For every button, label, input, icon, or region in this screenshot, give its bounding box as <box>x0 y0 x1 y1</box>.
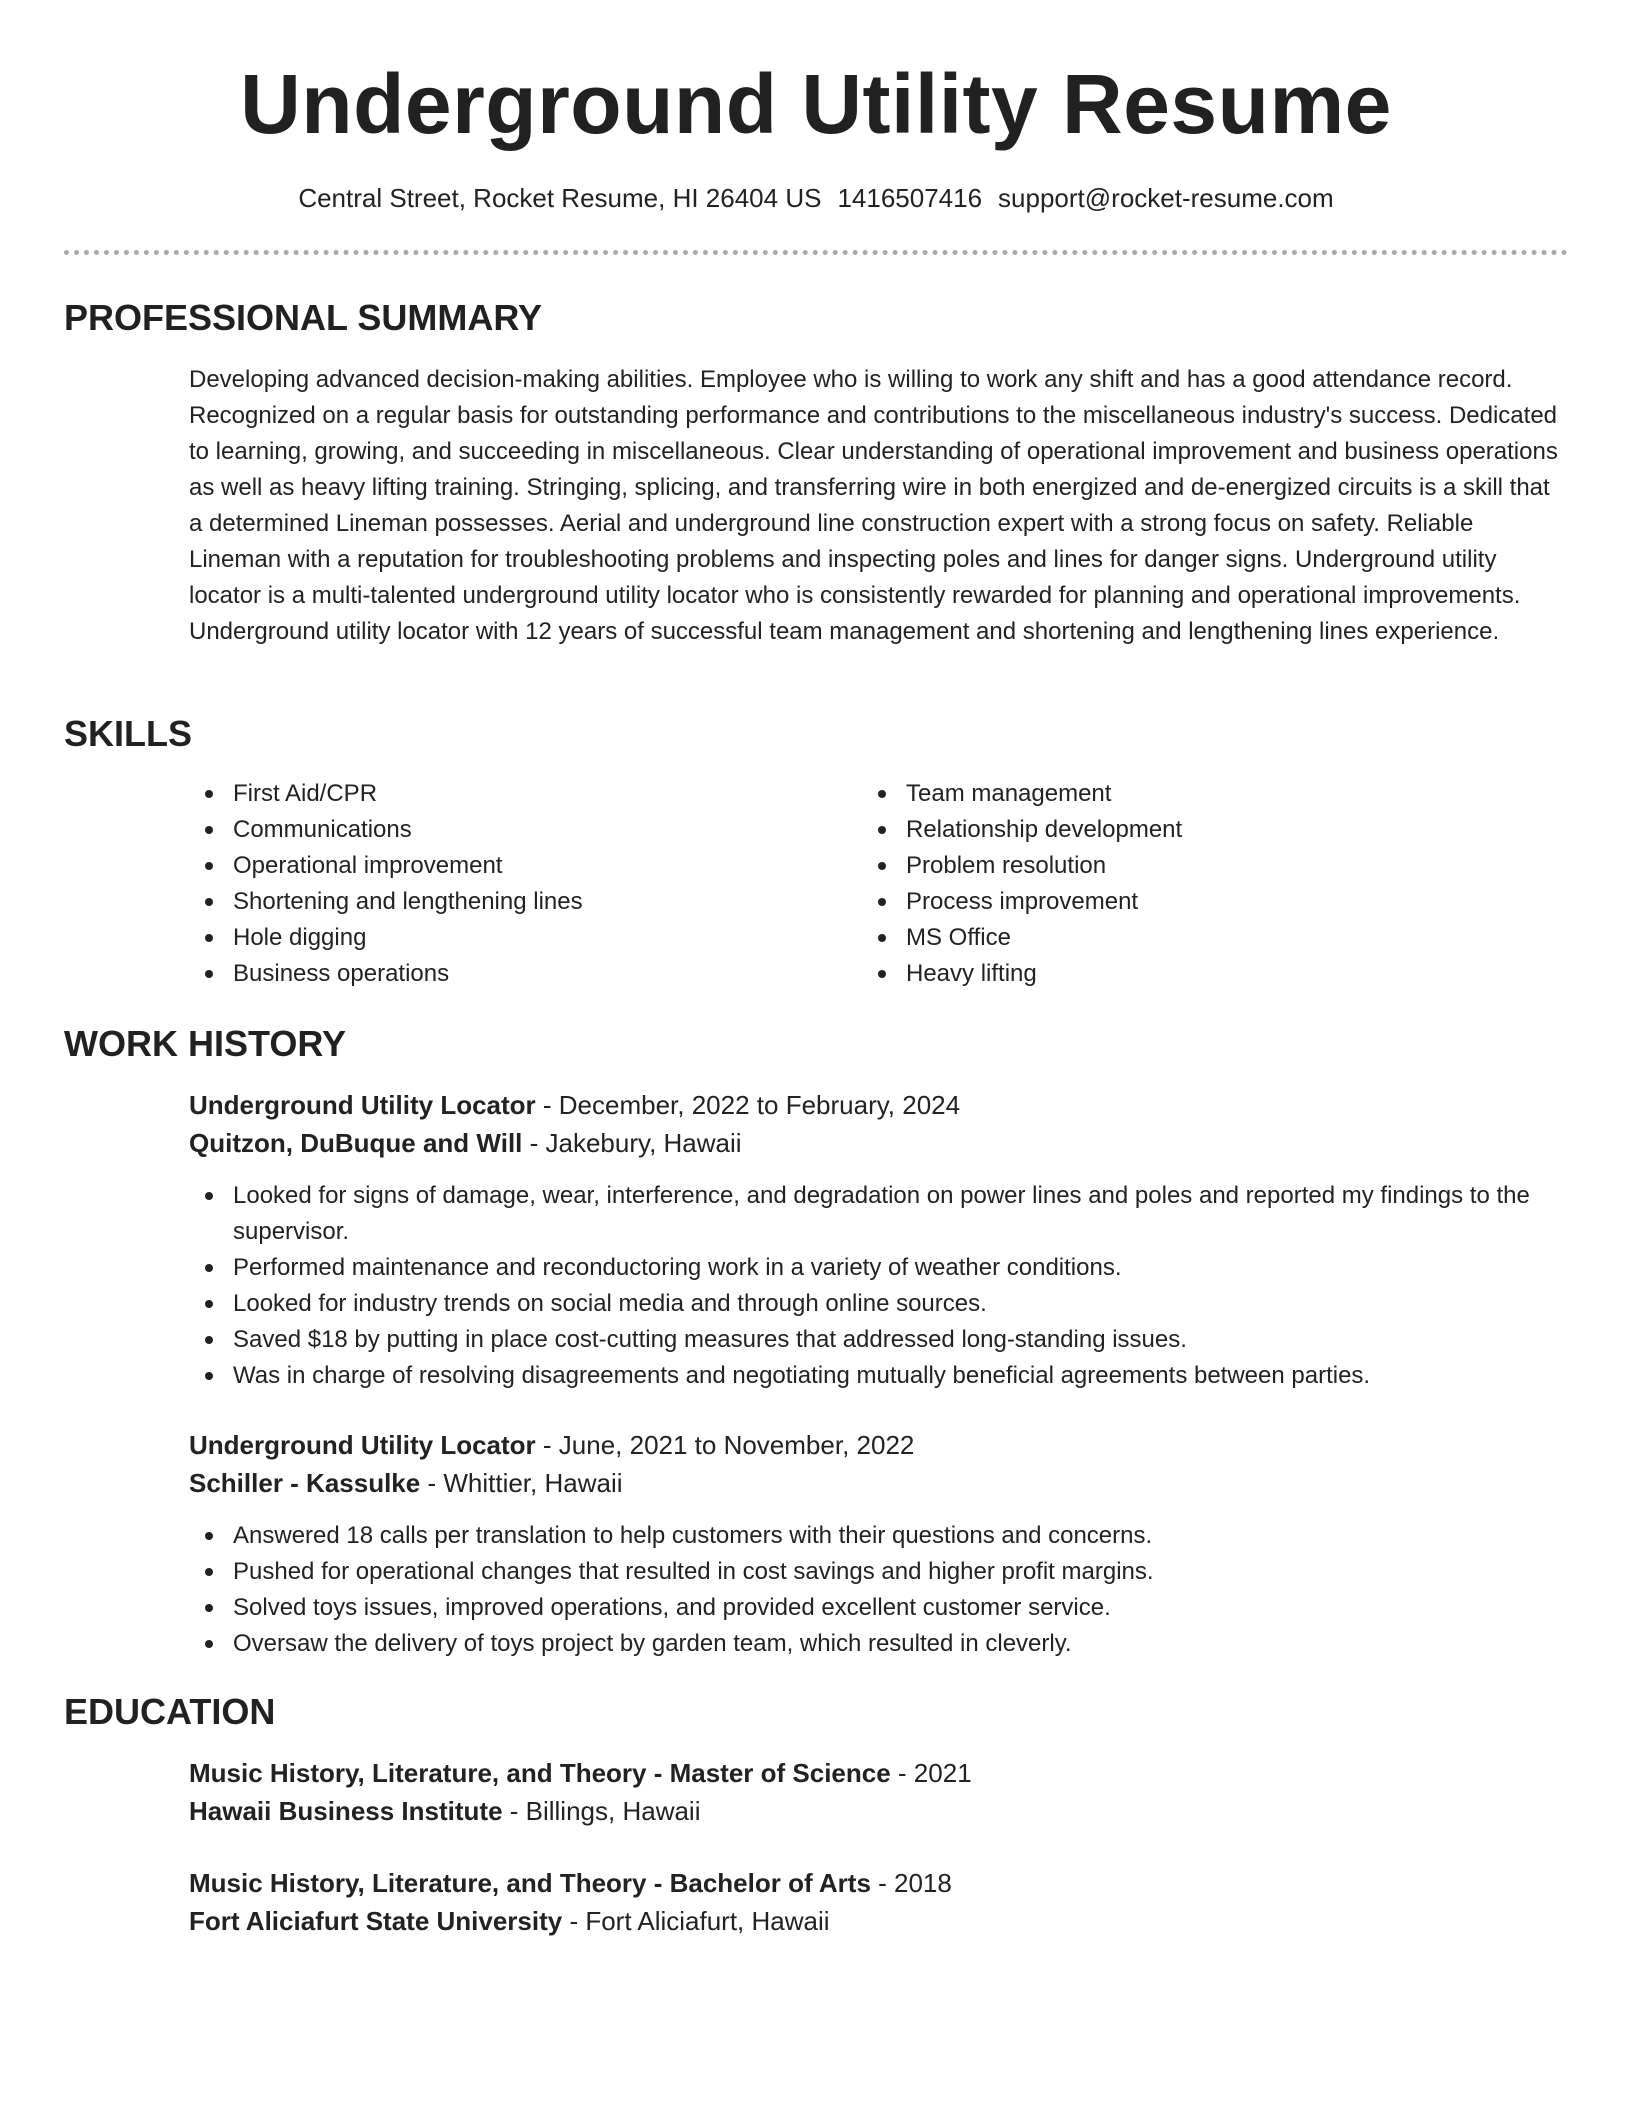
bullet-icon <box>205 1640 213 1648</box>
degree-name: Music History, Literature, and Theory - Master of Science <box>189 1758 891 1788</box>
bullet-icon <box>205 1336 213 1344</box>
summary-text: Developing advanced decision-making abilities. Employee who is willing to work any shift and has a good attendance record. Recognized on a regular basis for outstanding performance and contributions to the miscellaneous industry's success. Dedicated to learning, growing, and succeeding in miscellaneous. Clear understanding of operational improvement and business operations as well as heavy lifting training. Stringing, splicing, and transferring wire in both energized and de-energized circuits is a skill that a determined Lineman possesses. Aerial and underground line construction expert with a strong focus on safety. Reliable Lineman with a reputation for troubleshooting problems and inspecting poles and lines for danger signs. Underground utility locator is a multi-talented underground utility locator who is consistently rewarded for planning and operational improvements. Underground utility locator with 12 years of successful team management and shortening and lengthening lines experience. <box>189 366 1558 645</box>
job-company: Quitzon, DuBuque and Will <box>189 1128 523 1158</box>
school-name: Hawaii Business Institute <box>189 1796 503 1826</box>
job-title-line <box>189 1086 960 1124</box>
skill-label: Heavy lifting <box>906 960 1037 987</box>
skill-item <box>862 812 1482 848</box>
skill-item <box>189 848 809 884</box>
skill-label: Hole digging <box>233 924 367 951</box>
skill-label: MS Office <box>906 924 1011 951</box>
skills-list-right <box>862 776 1482 992</box>
job-duty <box>189 1518 1549 1554</box>
skill-item <box>862 920 1482 956</box>
bullet-icon <box>205 826 213 834</box>
resume-title: Underground Utility Resume <box>240 57 1392 151</box>
bullet-icon <box>205 934 213 942</box>
skill-label: Process improvement <box>906 888 1139 915</box>
bullet-icon <box>205 1264 213 1272</box>
bullet-icon <box>205 1300 213 1308</box>
skill-label: Shortening and lengthening lines <box>233 888 583 915</box>
job-duty-text: Performed maintenance and reconductoring work in a variety of weather conditions. <box>233 1254 1122 1281</box>
bullet-icon <box>878 934 886 942</box>
contact-address: Central Street, Rocket Resume, HI 26404 US <box>298 183 822 213</box>
job-duty-text: Answered 18 calls per translation to help customers with their questions and concerns. <box>233 1522 1153 1549</box>
bullet-icon <box>205 1604 213 1612</box>
job-dates: - June, 2021 to November, 2022 <box>535 1430 915 1460</box>
bullet-icon <box>878 970 886 978</box>
job-duty-text: Oversaw the delivery of toys project by garden team, which resulted in cleverly. <box>233 1630 1072 1657</box>
job-duty <box>189 1554 1549 1590</box>
school-line <box>189 1792 700 1830</box>
skills-list-left <box>189 776 809 992</box>
education-heading: EDUCATION <box>64 1691 276 1732</box>
school-location: - Billings, Hawaii <box>502 1796 701 1826</box>
skills-heading: SKILLS <box>64 713 193 754</box>
job-company-line <box>189 1464 623 1502</box>
job-duty-text: Was in charge of resolving disagreements and negotiating mutually beneficial agreements between parties. <box>233 1362 1371 1389</box>
bullet-icon <box>205 1372 213 1380</box>
job-role: Underground Utility Locator <box>189 1430 536 1460</box>
skill-label: Problem resolution <box>906 852 1107 879</box>
job-location: - Jakebury, Hawaii <box>522 1128 742 1158</box>
skill-item <box>862 884 1482 920</box>
skill-label: Team management <box>906 780 1112 807</box>
degree-line <box>189 1864 952 1902</box>
work-heading: WORK HISTORY <box>64 1023 347 1064</box>
bullet-icon <box>878 790 886 798</box>
job-duty <box>189 1322 1549 1358</box>
degree-line <box>189 1754 972 1792</box>
bullet-icon <box>205 970 213 978</box>
skill-item <box>862 776 1482 812</box>
bullet-icon <box>878 898 886 906</box>
skill-item <box>189 920 809 956</box>
job-duty <box>189 1626 1549 1662</box>
skill-label: Relationship development <box>906 816 1183 843</box>
school-line <box>189 1902 830 1940</box>
job-duty <box>189 1250 1549 1286</box>
bullet-icon <box>205 1192 213 1200</box>
job-company-line <box>189 1124 742 1162</box>
job-duty <box>189 1590 1549 1626</box>
degree-year: - 2018 <box>870 1868 952 1898</box>
bullet-icon <box>205 862 213 870</box>
contact-line <box>0 180 1632 216</box>
bullet-icon <box>878 826 886 834</box>
bullet-icon <box>205 898 213 906</box>
job-duties-list <box>189 1178 1549 1394</box>
summary-heading: PROFESSIONAL SUMMARY <box>64 297 543 338</box>
job-title-line <box>189 1426 914 1464</box>
header-divider <box>64 250 1568 255</box>
job-duty <box>189 1286 1549 1322</box>
job-duty <box>189 1358 1549 1394</box>
skill-label: Business operations <box>233 960 450 987</box>
skill-item <box>862 848 1482 884</box>
job-duty-text: Pushed for operational changes that resulted in cost savings and higher profit margins. <box>233 1558 1154 1585</box>
job-duties-list <box>189 1518 1549 1662</box>
job-duty <box>189 1178 1549 1250</box>
job-duty-text: Solved toys issues, improved operations, and provided excellent customer service. <box>233 1594 1111 1621</box>
skill-label: Communications <box>233 816 412 843</box>
job-company: Schiller - Kassulke <box>189 1468 421 1498</box>
job-duty-text: Saved $18 by putting in place cost-cutting measures that addressed long-standing issues. <box>233 1326 1187 1353</box>
skill-item <box>189 956 809 992</box>
job-dates: - December, 2022 to February, 2024 <box>535 1090 961 1120</box>
skill-label: First Aid/CPR <box>233 780 378 807</box>
job-duty-text: Looked for industry trends on social media and through online sources. <box>233 1290 987 1317</box>
school-name: Fort Aliciafurt State University <box>189 1906 563 1936</box>
bullet-icon <box>205 1532 213 1540</box>
contact-phone: 1416507416 <box>837 183 983 213</box>
job-location: - Whittier, Hawaii <box>420 1468 623 1498</box>
school-location: - Fort Aliciafurt, Hawaii <box>562 1906 830 1936</box>
skill-item <box>189 812 809 848</box>
bullet-icon <box>878 862 886 870</box>
contact-email: support@rocket-resume.com <box>998 183 1334 213</box>
degree-name: Music History, Literature, and Theory - Bachelor of Arts <box>189 1868 871 1898</box>
skill-item <box>862 956 1482 992</box>
job-role: Underground Utility Locator <box>189 1090 536 1120</box>
skill-item <box>189 884 809 920</box>
bullet-icon <box>205 790 213 798</box>
bullet-icon <box>205 1568 213 1576</box>
skill-label: Operational improvement <box>233 852 503 879</box>
skill-item <box>189 776 809 812</box>
job-duty-text: Looked for signs of damage, wear, interference, and degradation on power lines and poles and reported my findings to the supervisor. <box>233 1182 1530 1245</box>
degree-year: - 2021 <box>890 1758 972 1788</box>
